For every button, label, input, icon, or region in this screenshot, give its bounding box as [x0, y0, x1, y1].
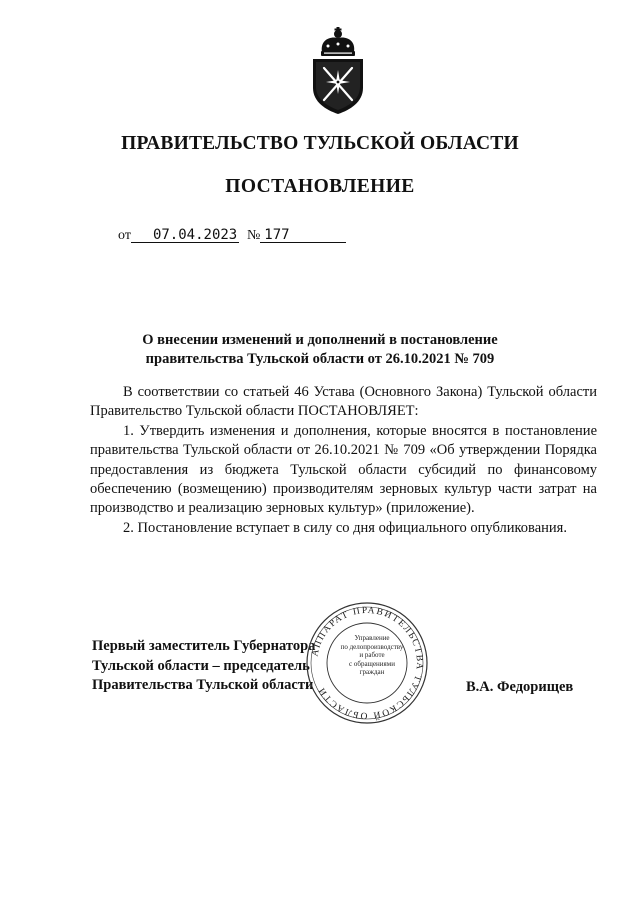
seal-inner-line-2: по делопроизводству — [340, 642, 404, 651]
document-subject — [0, 331, 640, 369]
seal-inner-text — [333, 634, 411, 677]
item-1-paragraph: 1. Утвердить изменения и дополнения, которые вносятся в постановление правительства Тульской области от 26.10.2021 № 709 «Об утверждении Порядка предоставления из бюджета Тульской области субсидий по финансовому обеспечению (возмещению) производителям зерновых культур части затрат на производство и реализацию зерновых культур» (приложение). — [90, 422, 597, 517]
document-type: ПОСТАНОВЛЕНИЕ — [225, 176, 415, 197]
number-prefix: № — [246, 228, 261, 243]
signer-position — [92, 637, 315, 696]
signer-position-line-3: Правительства Тульской области — [92, 677, 314, 693]
signer-position-line-2: Тульской области – председатель — [92, 657, 310, 674]
seal-inner-line-4: с обращениями — [349, 659, 395, 668]
document-date: 07.04.2023 — [131, 228, 239, 243]
signer-position-line-1: Первый заместитель Губернатора — [92, 638, 316, 654]
date-prefix: от — [118, 228, 131, 243]
subject-line-1: О внесении изменений и дополнений в постановление — [142, 332, 498, 348]
seal-inner-line-3: и работе — [359, 651, 385, 660]
seal-ring-text: АППАРАТ ПРАВИТЕЛЬСТВА ТУЛЬСКОЙ ОБЛАСТИ — [310, 605, 425, 721]
signer-name: В.А. Федорищев — [466, 679, 574, 695]
document-body — [90, 383, 597, 538]
seal-inner-line-1: Управление — [354, 634, 390, 642]
preamble-paragraph: В соответствии со статьей 46 Устава (Основного Закона) Тульской области Правительство Тульской области ПОСТАНОВЛЯЕТ: — [90, 384, 597, 420]
document-meta — [118, 228, 346, 244]
document-number: 177 — [260, 228, 346, 243]
government-title: ПРАВИТЕЛЬСТВО ТУЛЬСКОЙ ОБЛАСТИ — [121, 133, 519, 154]
seal-inner-line-5: граждан — [359, 668, 385, 677]
subject-line-2: правительства Тульской области от 26.10.2021 № 709 — [145, 351, 495, 367]
item-2-paragraph: 2. Постановление вступает в силу со дня официального опубликования. — [123, 519, 567, 536]
coat-of-arms-icon — [306, 26, 370, 116]
